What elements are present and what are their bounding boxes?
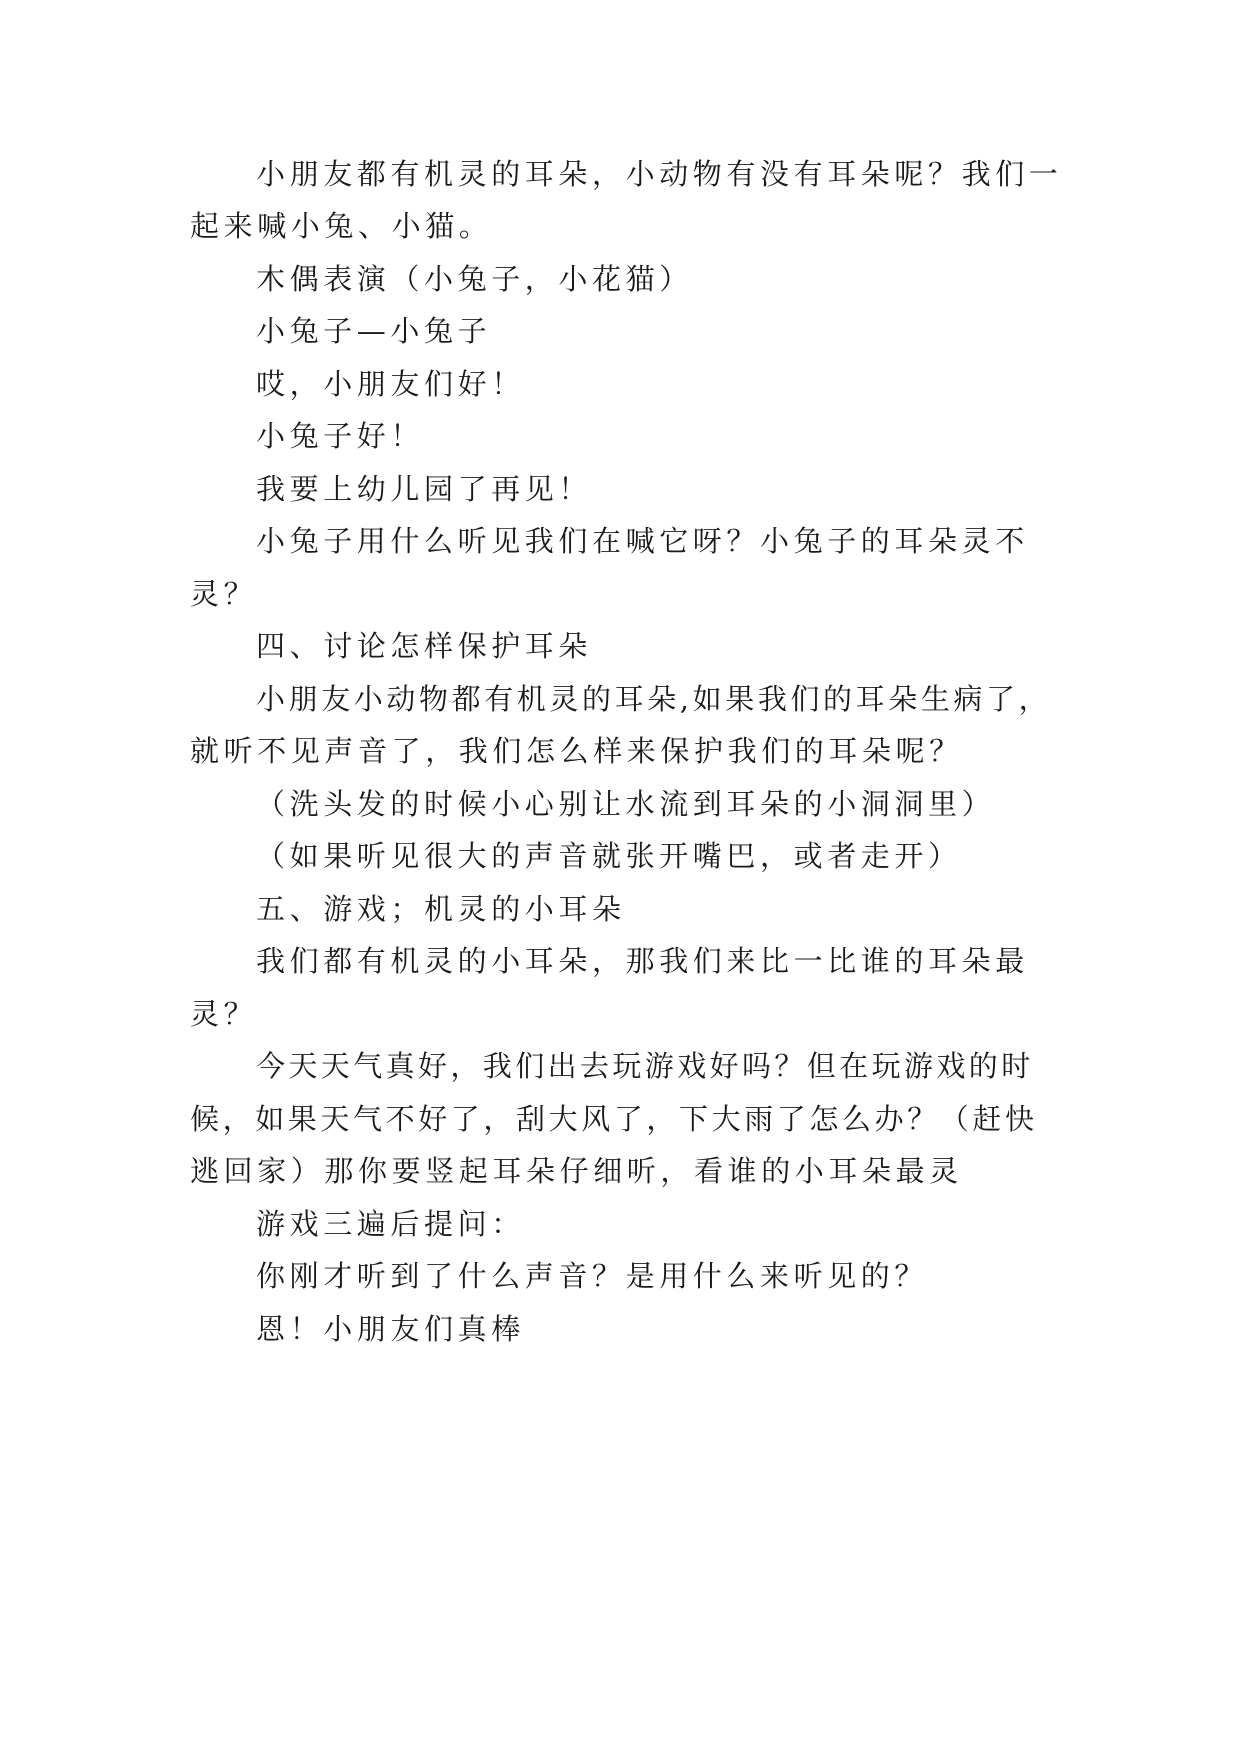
- text-line: 恩！小朋友们真棒: [256, 1312, 525, 1346]
- text-line: 游戏三遍后提问：: [256, 1207, 525, 1241]
- text-line: 就听不见声音了，我们怎么样来保护我们的耳朵呢？: [190, 734, 963, 768]
- text-line: 小兔子用什么听见我们在喊它呀？小兔子的耳朵灵不: [256, 524, 1029, 558]
- text-line: 我们都有机灵的小耳朵，那我们来比一比谁的耳朵最: [256, 944, 1029, 978]
- section-heading: 五、游戏；机灵的小耳朵: [256, 892, 626, 926]
- text-line: 小兔子—小兔子: [256, 314, 492, 348]
- text-line: 我要上幼儿园了再见！: [256, 472, 593, 506]
- text-line: 逃回家）那你要竖起耳朵仔细听，看谁的小耳朵最灵: [190, 1154, 963, 1188]
- text-line: （洗头发的时候小心别让水流到耳朵的小洞洞里）: [256, 787, 996, 821]
- section-heading: 四、讨论怎样保护耳朵: [256, 629, 593, 663]
- text-line: 灵？: [190, 997, 258, 1031]
- text-line: （如果听见很大的声音就张开嘴巴，或者走开）: [256, 839, 962, 873]
- text-line: 小朋友都有机灵的耳朵，小动物有没有耳朵呢？我们一: [256, 157, 1063, 191]
- text-line: 起来喊小兔、小猫。: [190, 209, 493, 243]
- text-line: 木偶表演（小兔子，小花猫）: [256, 262, 693, 296]
- text-line: 今天天气真好，我们出去玩游戏好吗？但在玩游戏的时: [256, 1049, 1034, 1083]
- text-line: 你刚才听到了什么声音？是用什么来听见的？: [256, 1259, 929, 1293]
- text-line: 灵？: [190, 577, 258, 611]
- text-line: 哎，小朋友们好！: [256, 367, 525, 401]
- text-line: 小兔子好！: [256, 419, 425, 453]
- text-line: 小朋友小动物都有机灵的耳朵,如果我们的耳朵生病了，: [256, 682, 1052, 716]
- text-line: 候，如果天气不好了，刮大风了，下大雨了怎么办？（赶快: [190, 1102, 1038, 1136]
